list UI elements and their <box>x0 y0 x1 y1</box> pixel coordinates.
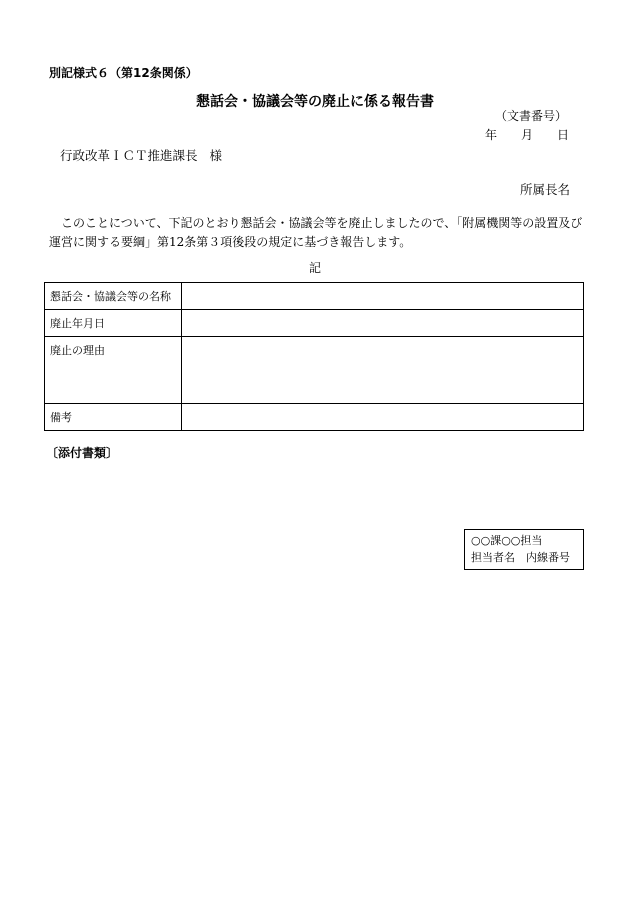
contact-department: ○○課○○担当 <box>471 534 543 547</box>
row-value-remarks[interactable] <box>182 404 584 431</box>
row-label-abolition-reason: 廃止の理由 <box>45 337 182 404</box>
contact-person-extension: 担当者名 内線番号 <box>471 551 570 564</box>
form-identifier: 別記様式６（第12条関係） <box>49 66 198 80</box>
table-row <box>45 404 584 431</box>
table-row <box>45 337 584 404</box>
row-label-remarks: 備考 <box>45 404 182 431</box>
row-value-council-name[interactable] <box>182 283 584 310</box>
table-row <box>45 283 584 310</box>
date-month: 月 <box>520 128 533 142</box>
addressee-honorific: 様 <box>209 148 223 163</box>
contact-box <box>464 529 584 570</box>
row-label-council-name: 懇話会・協議会等の名称 <box>45 283 182 310</box>
sender-name: 所属長名 <box>519 182 570 197</box>
addressee-name: 行政改革ＩＣＴ推進課長 <box>60 148 198 163</box>
document-number: （文書番号） <box>494 109 567 123</box>
date-line <box>485 126 569 143</box>
table-row <box>45 310 584 337</box>
date-year: 年 <box>484 128 497 142</box>
report-table <box>44 282 584 431</box>
date-day: 日 <box>556 128 569 142</box>
document-title: 懇話会・協議会等の廃止に係る報告書 <box>196 94 434 110</box>
row-label-abolition-date: 廃止年月日 <box>45 310 182 337</box>
body-paragraph: このことについて、下記のとおり懇話会・協議会等を廃止しましたので、「附属機関等の設置及び運営に関する要綱」第12条第３項後段の規定に基づき報告します。 <box>49 216 583 249</box>
row-value-abolition-reason[interactable] <box>182 337 584 404</box>
attachments-heading: 〔添付書類〕 <box>46 446 119 460</box>
ki-heading: 記 <box>308 261 321 275</box>
row-value-abolition-date[interactable] <box>182 310 584 337</box>
addressee <box>60 146 222 164</box>
